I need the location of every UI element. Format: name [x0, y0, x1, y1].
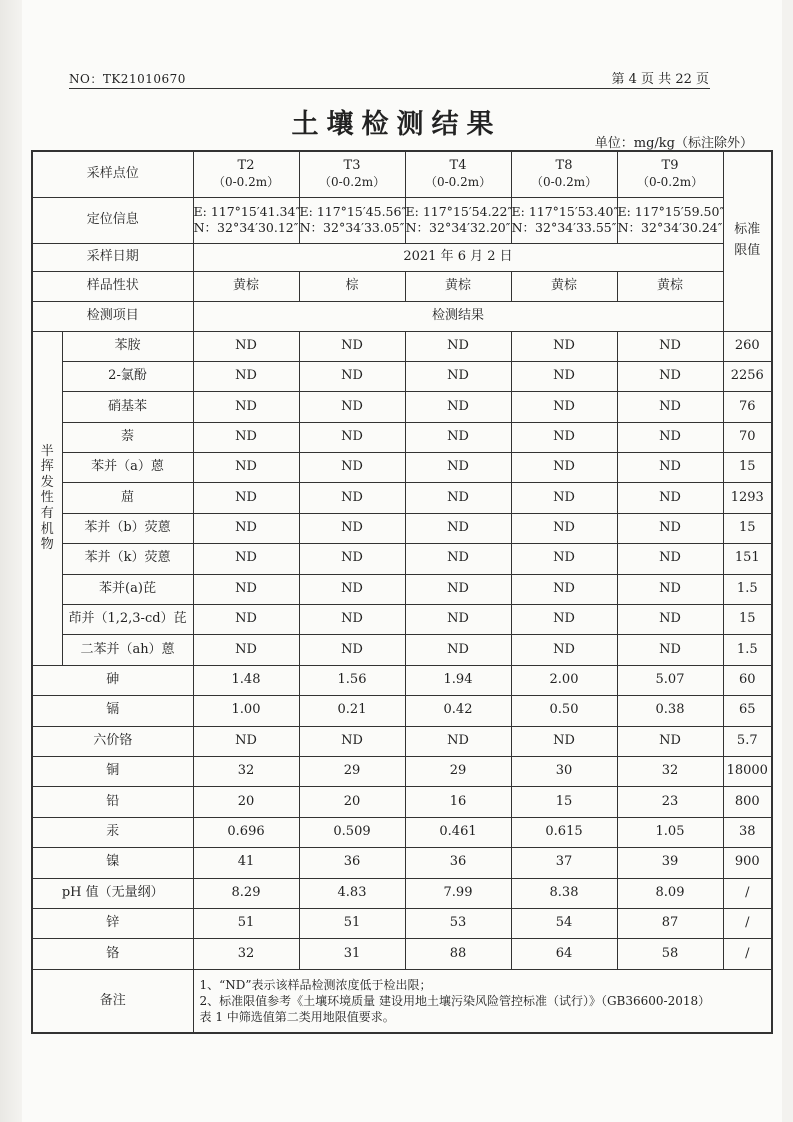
coord-e: E: 117°15′54.22″	[405, 203, 513, 219]
result-cell: ND	[511, 605, 617, 635]
item-name: 铜	[32, 756, 193, 786]
remark-line: 2、标准限值参考《土壤环境质量 建设用地土壤污染风险管控标准（试行）》（GB36600-2018）	[199, 993, 711, 1008]
limit-cell: 15	[723, 605, 772, 635]
result-cell: 41	[193, 848, 299, 878]
point-id: T2	[237, 158, 255, 173]
limit-cell: 5.7	[723, 726, 772, 756]
result-cell: 58	[617, 939, 723, 969]
item-name: 2-氯酚	[62, 361, 193, 391]
table-row	[32, 574, 772, 604]
result-cell: 32	[193, 756, 299, 786]
table-row	[32, 756, 772, 786]
result-cell: ND	[193, 361, 299, 391]
limit-cell: /	[723, 878, 772, 908]
result-cell: 20	[299, 787, 405, 817]
result-cell: ND	[511, 422, 617, 452]
item-name: 茚并（1,2,3-cd）芘	[62, 605, 193, 635]
result-cell: 0.461	[405, 817, 511, 847]
limit-cell: 800	[723, 787, 772, 817]
nature-cell: 黄棕	[193, 271, 299, 301]
item-name: 镍	[32, 848, 193, 878]
table-row	[32, 665, 772, 695]
limit-cell: 60	[723, 665, 772, 695]
result-cell: 36	[299, 848, 405, 878]
result-cell: ND	[511, 331, 617, 361]
item-name: 二苯并（ah）蒽	[62, 635, 193, 665]
row-remarks	[32, 969, 772, 1033]
result-cell: ND	[617, 726, 723, 756]
table-row	[32, 848, 772, 878]
result-cell: ND	[299, 605, 405, 635]
nature-cell: 黄棕	[617, 271, 723, 301]
result-cell: 23	[617, 787, 723, 817]
coord-e: E: 117°15′59.50″	[617, 203, 725, 219]
page-info: 第 4 页 共 22 页	[611, 72, 709, 87]
result-cell: 31	[299, 939, 405, 969]
table-row	[32, 483, 772, 513]
point-id: T4	[449, 158, 467, 173]
result-cell: 0.50	[511, 696, 617, 726]
point-cell	[511, 151, 617, 197]
point-id: T8	[555, 158, 573, 173]
coord-cell	[617, 197, 723, 243]
result-cell: ND	[511, 635, 617, 665]
limit-cell: 900	[723, 848, 772, 878]
result-cell: 88	[405, 939, 511, 969]
result-cell: ND	[405, 483, 511, 513]
nature-cell: 黄棕	[511, 271, 617, 301]
table-row	[32, 361, 772, 391]
results-table-body	[32, 151, 772, 1033]
page-title: 土壤检测结果	[291, 109, 502, 140]
result-cell: 0.38	[617, 696, 723, 726]
label-sample-date: 采样日期	[32, 243, 193, 271]
remarks-content	[193, 969, 772, 1033]
result-cell: ND	[617, 392, 723, 422]
result-cell: ND	[617, 331, 723, 361]
result-cell: ND	[405, 605, 511, 635]
limit-cell: 1.5	[723, 635, 772, 665]
coord-e: E: 117°15′41.34″	[193, 203, 301, 219]
table-row	[32, 513, 772, 543]
table-row	[32, 696, 772, 726]
item-name: 萘	[62, 422, 193, 452]
result-cell: ND	[193, 726, 299, 756]
limit-cell: /	[723, 939, 772, 969]
label-limit	[723, 151, 772, 331]
result-cell: ND	[193, 392, 299, 422]
result-cell: ND	[299, 331, 405, 361]
table-row	[32, 331, 772, 361]
result-cell: 8.09	[617, 878, 723, 908]
point-depth: （0-0.2m）	[530, 174, 598, 189]
result-cell: ND	[299, 726, 405, 756]
result-cell: 1.94	[405, 665, 511, 695]
result-cell: 36	[405, 848, 511, 878]
result-cell: ND	[405, 453, 511, 483]
result-cell: 8.29	[193, 878, 299, 908]
label-test-result: 检测结果	[193, 301, 723, 331]
result-cell: ND	[511, 574, 617, 604]
page-edge-shadow	[0, 0, 22, 1122]
item-name: 镉	[32, 696, 193, 726]
label-sample-point: 采样点位	[32, 151, 193, 197]
result-cell: ND	[511, 361, 617, 391]
limit-cell: 1293	[723, 483, 772, 513]
result-cell: ND	[405, 513, 511, 543]
item-name: 苯并(a)芘	[62, 574, 193, 604]
result-cell: ND	[405, 331, 511, 361]
result-cell: 1.56	[299, 665, 405, 695]
result-cell: ND	[617, 574, 723, 604]
result-cell: 0.21	[299, 696, 405, 726]
result-cell: ND	[299, 483, 405, 513]
coord-n: N：32°34′30.24″	[617, 220, 723, 235]
nature-cell: 棕	[299, 271, 405, 301]
item-name: 锌	[32, 908, 193, 938]
page-header	[69, 68, 709, 88]
result-cell: 5.07	[617, 665, 723, 695]
result-cell: ND	[299, 453, 405, 483]
limit-cell: 18000	[723, 756, 772, 786]
result-cell: ND	[511, 453, 617, 483]
result-cell: 4.83	[299, 878, 405, 908]
result-cell: 0.509	[299, 817, 405, 847]
point-cell	[193, 151, 299, 197]
result-cell: 37	[511, 848, 617, 878]
result-cell: ND	[405, 726, 511, 756]
svoc-group-label	[32, 331, 62, 665]
result-cell: ND	[299, 392, 405, 422]
result-cell: 16	[405, 787, 511, 817]
result-cell: 29	[405, 756, 511, 786]
result-cell: 2.00	[511, 665, 617, 695]
point-cell	[299, 151, 405, 197]
result-cell: ND	[617, 513, 723, 543]
result-cell: ND	[405, 361, 511, 391]
table-row	[32, 878, 772, 908]
coord-cell	[511, 197, 617, 243]
limit-cell: 15	[723, 513, 772, 543]
result-cell: 32	[617, 756, 723, 786]
table-row	[32, 635, 772, 665]
svoc-group-text: 半挥发性有机物	[40, 443, 54, 553]
result-cell: ND	[193, 331, 299, 361]
result-cell: 51	[299, 908, 405, 938]
limit-header-text: 标准限值	[734, 222, 761, 259]
result-cell: 64	[511, 939, 617, 969]
coord-n: N：32°34′33.55″	[511, 220, 617, 235]
result-cell: ND	[511, 392, 617, 422]
result-cell: ND	[511, 513, 617, 543]
result-cell: ND	[193, 635, 299, 665]
remark-line: 表 1 中筛选值第二类用地限值要求。	[199, 1010, 395, 1025]
result-cell: ND	[299, 544, 405, 574]
item-name: 䓛	[62, 483, 193, 513]
result-cell: ND	[193, 544, 299, 574]
item-name: 砷	[32, 665, 193, 695]
item-name: 苯并（b）荧蒽	[62, 513, 193, 543]
limit-cell: /	[723, 908, 772, 938]
limit-cell: 1.5	[723, 574, 772, 604]
result-cell: 29	[299, 756, 405, 786]
result-cell: 0.42	[405, 696, 511, 726]
result-cell: 20	[193, 787, 299, 817]
label-sample-nature: 样品性状	[32, 271, 193, 301]
row-location	[32, 197, 772, 243]
table-row	[32, 726, 772, 756]
result-cell: ND	[193, 513, 299, 543]
result-cell: 51	[193, 908, 299, 938]
row-test-item	[32, 301, 772, 331]
result-cell: 8.38	[511, 878, 617, 908]
result-cell: ND	[617, 422, 723, 452]
result-cell: ND	[405, 422, 511, 452]
row-sample-date	[32, 243, 772, 271]
result-cell: ND	[405, 635, 511, 665]
label-remarks: 备注	[32, 969, 193, 1033]
result-cell: 54	[511, 908, 617, 938]
table-row	[32, 939, 772, 969]
result-cell: 7.99	[405, 878, 511, 908]
table-row	[32, 544, 772, 574]
item-name: 苯并（k）荧蒽	[62, 544, 193, 574]
limit-cell: 76	[723, 392, 772, 422]
result-cell: ND	[617, 544, 723, 574]
result-cell: 39	[617, 848, 723, 878]
item-name: 铬	[32, 939, 193, 969]
coord-n: N：32°34′32.20″	[405, 220, 511, 235]
result-cell: ND	[193, 453, 299, 483]
result-cell: ND	[299, 513, 405, 543]
result-cell: ND	[617, 605, 723, 635]
limit-cell: 15	[723, 453, 772, 483]
item-name: 六价铬	[32, 726, 193, 756]
result-cell: ND	[405, 392, 511, 422]
limit-cell: 38	[723, 817, 772, 847]
result-cell: ND	[617, 361, 723, 391]
label-location: 定位信息	[32, 197, 193, 243]
result-cell: ND	[193, 422, 299, 452]
table-row	[32, 787, 772, 817]
item-name: 铅	[32, 787, 193, 817]
point-depth: （0-0.2m）	[318, 174, 386, 189]
table-row	[32, 392, 772, 422]
item-name: 硝基苯	[62, 392, 193, 422]
point-depth: （0-0.2m）	[212, 174, 280, 189]
result-cell: ND	[511, 544, 617, 574]
nature-cell: 黄棕	[405, 271, 511, 301]
limit-cell: 151	[723, 544, 772, 574]
result-cell: 1.05	[617, 817, 723, 847]
result-cell: ND	[299, 422, 405, 452]
limit-cell: 260	[723, 331, 772, 361]
result-cell: ND	[299, 574, 405, 604]
coord-e: E: 117°15′45.56″	[299, 203, 407, 219]
limit-cell: 65	[723, 696, 772, 726]
coord-e: E: 117°15′53.40″	[511, 203, 619, 219]
result-cell: 1.48	[193, 665, 299, 695]
result-cell: ND	[193, 574, 299, 604]
point-id: T9	[661, 158, 679, 173]
limit-cell: 70	[723, 422, 772, 452]
result-cell: 0.615	[511, 817, 617, 847]
results-table	[31, 150, 773, 1034]
unit-note: 单位：mg/kg（标注除外）	[594, 136, 753, 151]
result-cell: 32	[193, 939, 299, 969]
sample-date-value: 2021 年 6 月 2 日	[193, 243, 723, 271]
table-row	[32, 908, 772, 938]
result-cell: 53	[405, 908, 511, 938]
table-row	[32, 453, 772, 483]
point-depth: （0-0.2m）	[636, 174, 704, 189]
point-depth: （0-0.2m）	[424, 174, 492, 189]
result-cell: 1.00	[193, 696, 299, 726]
result-cell: 15	[511, 787, 617, 817]
result-cell: 0.696	[193, 817, 299, 847]
result-cell: ND	[405, 544, 511, 574]
item-name: 苯胺	[62, 331, 193, 361]
result-cell: 30	[511, 756, 617, 786]
result-cell: ND	[299, 361, 405, 391]
row-sample-nature	[32, 271, 772, 301]
coord-cell	[405, 197, 511, 243]
result-cell: ND	[511, 726, 617, 756]
item-name: 苯并（a）蒽	[62, 453, 193, 483]
table-row	[32, 605, 772, 635]
table-row	[32, 422, 772, 452]
result-cell: ND	[617, 635, 723, 665]
result-cell: ND	[193, 605, 299, 635]
item-name: 汞	[32, 817, 193, 847]
point-cell	[617, 151, 723, 197]
point-id: T3	[343, 158, 361, 173]
report-number: NO：TK21010670	[69, 72, 186, 86]
result-cell: ND	[617, 483, 723, 513]
row-sample-point	[32, 151, 772, 197]
coord-n: N：32°34′33.05″	[299, 220, 405, 235]
limit-cell: 2256	[723, 361, 772, 391]
point-cell	[405, 151, 511, 197]
remark-line: 1、“ND”表示该样品检测浓度低于检出限；	[199, 977, 432, 992]
result-cell: ND	[617, 453, 723, 483]
item-name: pH 值（无量纲）	[32, 878, 193, 908]
result-cell: ND	[405, 574, 511, 604]
result-cell: ND	[511, 483, 617, 513]
table-row	[32, 817, 772, 847]
result-cell: ND	[299, 635, 405, 665]
coord-cell	[193, 197, 299, 243]
label-test-item: 检测项目	[32, 301, 193, 331]
result-cell: ND	[193, 483, 299, 513]
coord-n: N：32°34′30.12″	[193, 220, 299, 235]
result-cell: 87	[617, 908, 723, 938]
coord-cell	[299, 197, 405, 243]
header-rule	[69, 88, 710, 89]
